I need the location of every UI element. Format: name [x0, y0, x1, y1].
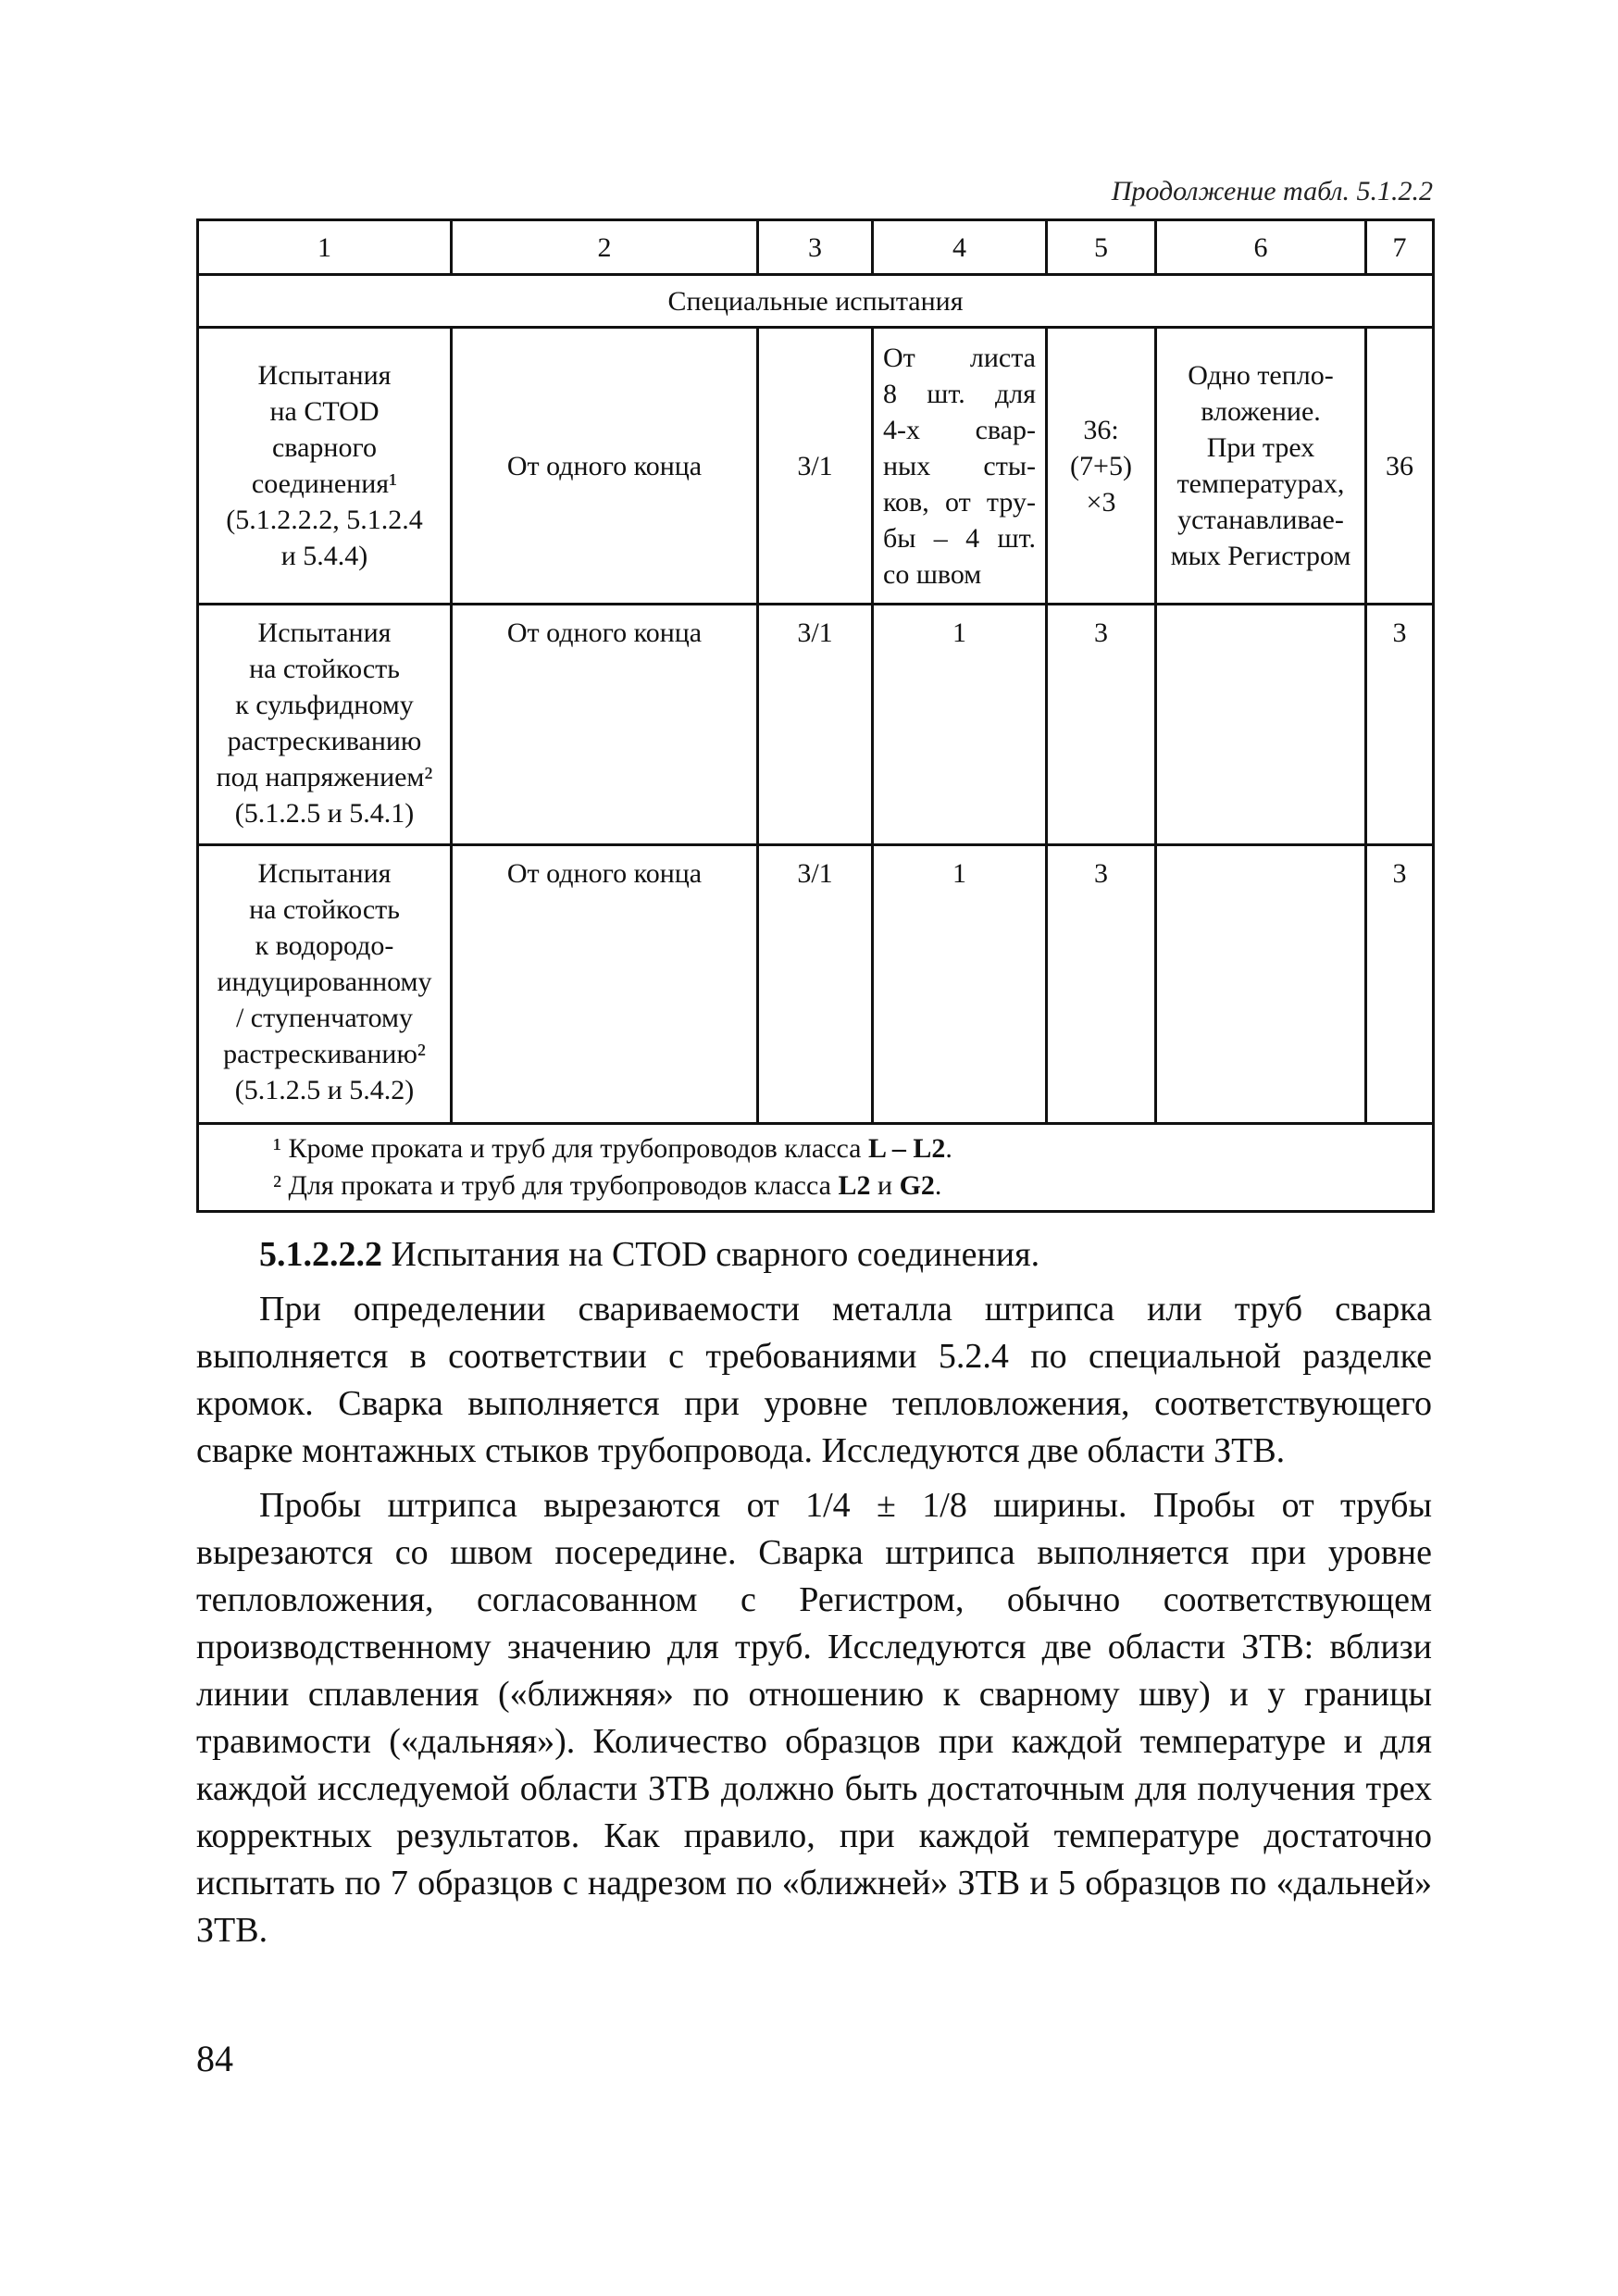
- col-header: 5: [1047, 220, 1156, 275]
- col-header: 1: [198, 220, 452, 275]
- ratio-cell: 3/1: [758, 605, 873, 845]
- col-header: 6: [1156, 220, 1366, 275]
- conditions-cell: [1156, 845, 1366, 1124]
- tests-table: [196, 218, 1435, 1213]
- count-cell: 36: (7+5) ×3: [1047, 328, 1156, 605]
- ratio-cell: 3/1: [758, 845, 873, 1124]
- footnotes-row: [198, 1124, 1434, 1212]
- test-name-cell: Испытания на CTOD сварного соединения¹ (5.1.2.2.2, 5.1.2.4 и 5.4.4): [198, 328, 452, 605]
- sampling-cell: От одного конца: [452, 605, 758, 845]
- specimen-cell: От листа 8 шт. для 4-х свар- ных сты- ков, от тру- бы – 4 шт. со швом: [873, 328, 1047, 605]
- sampling-cell: От одного конца: [452, 328, 758, 605]
- ratio-cell: 3/1: [758, 328, 873, 605]
- table-row: [198, 605, 1434, 845]
- table-continuation-caption: Продолжение табл. 5.1.2.2: [1111, 176, 1433, 206]
- page-number: 84: [196, 2038, 233, 2079]
- footnote-2: ² Для проката и труб для трубопроводов класса L2 и G2.: [273, 1170, 942, 1201]
- col-header: 3: [758, 220, 873, 275]
- total-cell: 3: [1366, 845, 1434, 1124]
- section-heading: 5.1.2.2.2 Испытания на CTOD сварного соединения.: [259, 1235, 1040, 1274]
- paragraph: При определении свариваемости металла штрипса или труб сварка выполняется в соответствии с требованиями 5.2.4 по специальной разделке кромок. Сварка выполняется при уровне тепловложения, соответствующего сварке монтажных стыков трубопровода. Исследуются две области ЗТВ.: [196, 1290, 1432, 1470]
- specimen-cell: 1: [873, 845, 1047, 1124]
- count-cell: 3: [1047, 845, 1156, 1124]
- col-header: 2: [452, 220, 758, 275]
- specimen-cell: 1: [873, 605, 1047, 845]
- section-row: [198, 275, 1434, 328]
- footnote-1: ¹ Кроме проката и труб для трубопроводов класса L – L2.: [273, 1133, 952, 1164]
- conditions-cell: Одно тепло- вложение. При трех температурах, устанавливае- мых Регистром: [1156, 328, 1366, 605]
- col-header: 4: [873, 220, 1047, 275]
- body-text: [196, 1231, 1432, 1954]
- table-row: [198, 845, 1434, 1124]
- table-header-row: [198, 220, 1434, 275]
- test-name-cell: Испытания на стойкость к водородо- индуцированному / ступенчатому растрескиванию² (5.1.2.5 и 5.4.2): [198, 845, 452, 1124]
- total-cell: 36: [1366, 328, 1434, 605]
- count-cell: 3: [1047, 605, 1156, 845]
- total-cell: 3: [1366, 605, 1434, 845]
- table-row: [198, 328, 1434, 605]
- conditions-cell: [1156, 605, 1366, 845]
- paragraph: Пробы штрипса вырезаются от 1/4 ± 1/8 ширины. Пробы от трубы вырезаются со швом посередине. Сварка штрипса выполняется при уровне тепловложения, согласованном с Регистром, обычно соответствующем производственному значению для труб. Исследуются две области ЗТВ: вблизи линии сплавления («ближняя» по отношению к сварному шву) и у границы травимости («дальняя»). Количество образцов при каждой температуре и для каждой исследуемой области ЗТВ должно быть достаточным для получения трех корректных результатов. Как правило, при каждой температуре достаточно испытать по 7 образцов с надрезом по «ближней» ЗТВ и 5 образцов по «дальней» ЗТВ.: [196, 1486, 1432, 1950]
- footnotes-cell: [198, 1124, 1434, 1212]
- sampling-cell: От одного конца: [452, 845, 758, 1124]
- test-name-cell: Испытания на стойкость к сульфидному растрескиванию под напряжением² (5.1.2.5 и 5.4.1): [198, 605, 452, 845]
- col-header: 7: [1366, 220, 1434, 275]
- section-title: Специальные испытания: [198, 275, 1434, 328]
